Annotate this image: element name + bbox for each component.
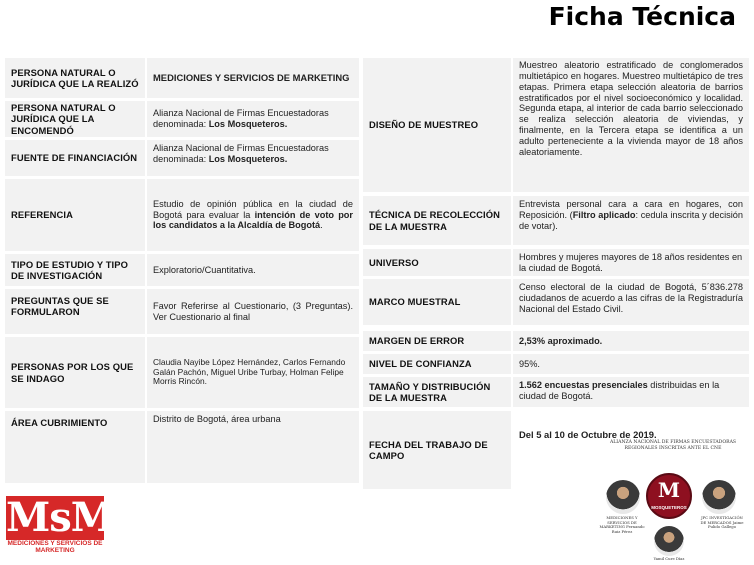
caption-right: JPC INVESTIGACIÓN DE MERCADOS Jaime Pulido Gallego — [700, 515, 744, 530]
value-area: Distrito de Bogotá, área urbana — [147, 411, 359, 483]
alliance-emblem — [598, 440, 748, 562]
portrait-left — [606, 480, 640, 514]
label-fecha: FECHA DEL TRABAJO DE CAMPO — [363, 411, 511, 489]
label-realizo: PERSONA NATURAL O JURÍDICA QUE LA REALIZÓ — [5, 58, 145, 98]
mosqueteros-seal: M MOSQUETEROS — [646, 473, 692, 519]
label-diseno: DISEÑO DE MUESTREO — [363, 58, 511, 192]
portrait-right — [702, 480, 736, 514]
value-referencia: Estudio de opinión pública en la ciudad de Bogotá para evaluar la intención de voto por los candidatos a la Alcaldía de Bogotá. — [147, 179, 359, 251]
filtro-bold: Filtro aplicado — [572, 209, 636, 220]
value-fecha: Del 5 al 10 de Octubre de 2019. — [519, 428, 657, 440]
intencion-voto-bold: intención de voto por los candidatos a la Alcaldía de Bogotá — [153, 209, 353, 231]
value-encomendo: Alianza Nacional de Firmas Encuestadoras denominada: Los Mosqueteros. — [147, 101, 359, 137]
value-tecnica: Entrevista personal cara a cara en hogares, con Reposición. (Filtro aplicado: cedula inscrita y decisión de votar). — [513, 196, 749, 245]
label-preguntas: PREGUNTAS QUE SE FORMULARON — [5, 289, 145, 334]
value-realizo: MEDICIONES Y SERVICIOS DE MARKETING — [147, 58, 359, 98]
value-personas: Claudia Nayibe López Hernández, Carlos Fernando Galán Pachón, Miguel Uribe Turbay, Holman Felipe Morris Rincón. — [147, 337, 359, 408]
label-margen: MARGEN DE ERROR — [363, 331, 511, 351]
label-encomendo: PERSONA NATURAL O JURÍDICA QUE LA ENCOMENDÓ — [5, 101, 145, 137]
msm-logo-subtitle: MEDICIONES Y SERVICIOS DE MARKETING — [7, 540, 103, 554]
label-tipo: TIPO DE ESTUDIO Y TIPO DE INVESTIGACIÓN — [5, 254, 145, 286]
caption-left: MEDICIONES Y SERVICIOS DE MARKETING Fernando Ruiz Pérez — [599, 515, 645, 534]
value-tipo: Exploratorio/Cuantitativa. — [147, 254, 359, 286]
msm-logo — [6, 494, 115, 556]
value-financiacion: Alianza Nacional de Firmas Encuestadoras denominada: Los Mosqueteros. — [147, 140, 359, 176]
label-tamano: TAMAÑO Y DISTRIBUCIÓN DE LA MUESTRA — [363, 377, 511, 407]
label-personas: PERSONAS POR LOS QUE SE INDAGO — [5, 337, 145, 408]
value-diseno: Muestreo aleatorio estratificado de conglomerados multietápico en hogares. Muestreo multietápico de tres etapas. Primera etapa selección aleatoria de barrios estratificados por el nivel socioeconómico y localidad. Segunda etapa, al interior de cada barrio seleccionado se realiza selección aleatoria de viviendas, y finalmente, en la Tercera etapa se identifica a un adulto perteneciente a la vivienda mayor de 18 años aleatoriamente. — [513, 58, 749, 192]
page-title: Ficha Técnica — [548, 2, 736, 31]
label-nivel: NIVEL DE CONFIANZA — [363, 354, 511, 374]
encuestas-bold: 1.562 encuestas presenciales — [519, 380, 648, 390]
value-universo: Hombres y mujeres mayores de 18 años residentes en la ciudad de Bogotá. — [513, 249, 749, 276]
value-nivel: 95%. — [513, 354, 749, 374]
mosqueteros-bold: Los Mosqueteros. — [208, 119, 288, 129]
label-area: ÁREA CUBRIMIENTO — [5, 411, 145, 483]
value-tamano: 1.562 encuestas presenciales distribuidas en la ciudad de Bogotá. — [513, 377, 749, 407]
label-referencia: REFERENCIA — [5, 179, 145, 251]
alliance-header: ALIANZA NACIONAL DE FIRMAS ENCUESTADORAS REGIONALES INSCRITAS ANTE EL CNE — [609, 440, 737, 451]
label-universo: UNIVERSO — [363, 249, 511, 276]
value-margen: 2,53% aproximado. — [513, 331, 749, 351]
msm-logo-letters: MsM — [6, 494, 115, 541]
value-marco: Censo electoral de la ciudad de Bogotá, 5´836.278 ciudadanos de acuerdo a las cifras de la Registraduría Nacional del Estado Civil. — [513, 279, 749, 325]
caption-bottom: Yamil Cure Díaz — [653, 556, 685, 561]
label-marco: MARCO MUESTRAL — [363, 279, 511, 325]
portrait-bottom — [654, 526, 684, 556]
value-preguntas: Favor Referirse al Cuestionario, (3 Preguntas). Ver Cuestionario al final — [147, 289, 359, 334]
mosqueteros-bold: Los Mosqueteros. — [208, 153, 288, 164]
label-financiacion: FUENTE DE FINANCIACIÓN — [5, 140, 145, 176]
label-tecnica: TÉCNICA DE RECOLECCIÓN DE LA MUESTRA — [363, 196, 511, 245]
